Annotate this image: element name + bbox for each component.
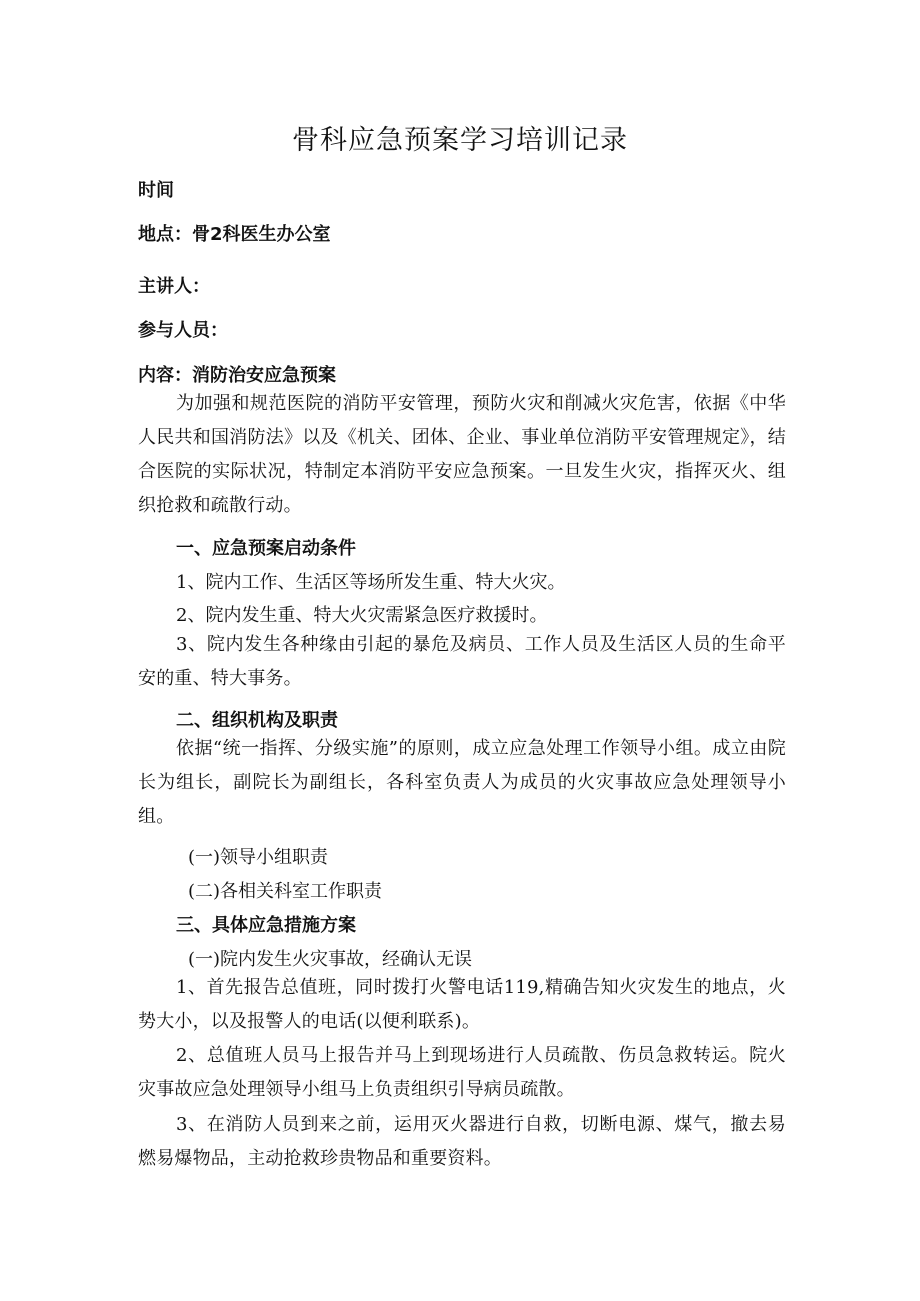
time-field: 时间 (138, 180, 174, 201)
section2-sub2: (二)各相关科室工作职责 (188, 881, 383, 902)
content-field: 内容：消防治安应急预案 (138, 365, 336, 386)
section3-sub1: (一)院内发生火灾事故，经确认无误 (188, 949, 473, 970)
location-field: 地点：骨2科医生办公室 (138, 224, 331, 245)
section3-heading: 三、具体应急措施方案 (176, 915, 356, 936)
section2-sub1: (一)领导小组职责 (188, 847, 329, 868)
section2-paragraph: 依据“统一指挥、分级实施”的原则，成立应急处理工作领导小组。成立由院长为组长，副院长为副组长，各科室负责人为成员的火灾事故应急处理领导小组。 (138, 738, 786, 827)
section1-item1: 1、院内工作、生活区等场所发生重、特大火灾。 (176, 572, 566, 593)
participants-field: 参与人员： (138, 320, 228, 341)
section3-item2: 2、总值班人员马上报告并马上到现场进行人员疏散、伤员急救转运。院火灾事故应急处理领导小组马上负责组织引导病员疏散。 (138, 1045, 786, 1100)
section1-item3: 3、院内发生各种缘由引起的暴危及病员、工作人员及生活区人员的生命平安的重、特大事务。 (138, 634, 786, 689)
speaker-field: 主讲人： (138, 276, 210, 297)
section2-heading: 二、组织机构及职责 (176, 710, 338, 731)
section3-item3: 3、在消防人员到来之前，运用灭火器进行自救，切断电源、煤气，撤去易燃易爆物品，主动抢救珍贵物品和重要资料。 (138, 1114, 786, 1169)
intro-paragraph: 为加强和规范医院的消防平安管理，预防火灾和削减火灾危害，依据《中华人民共和国消防法》以及《机关、团体、企业、事业单位消防平安管理规定》，结合医院的实际状况，特制定本消防平安应急预案。一旦发生火灾，指挥灭火、组织抢救和疏散行动。 (138, 393, 786, 516)
section3-item1: 1、首先报告总值班，同时拨打火警电话119,精确告知火灾发生的地点，火势大小，以及报警人的电话(以便利联系)。 (138, 977, 786, 1032)
section1-item2: 2、院内发生重、特大火灾需紧急医疗救援时。 (176, 605, 548, 626)
document-title: 骨科应急预案学习培训记录 (292, 125, 628, 156)
section1-heading: 一、应急预案启动条件 (176, 538, 356, 559)
